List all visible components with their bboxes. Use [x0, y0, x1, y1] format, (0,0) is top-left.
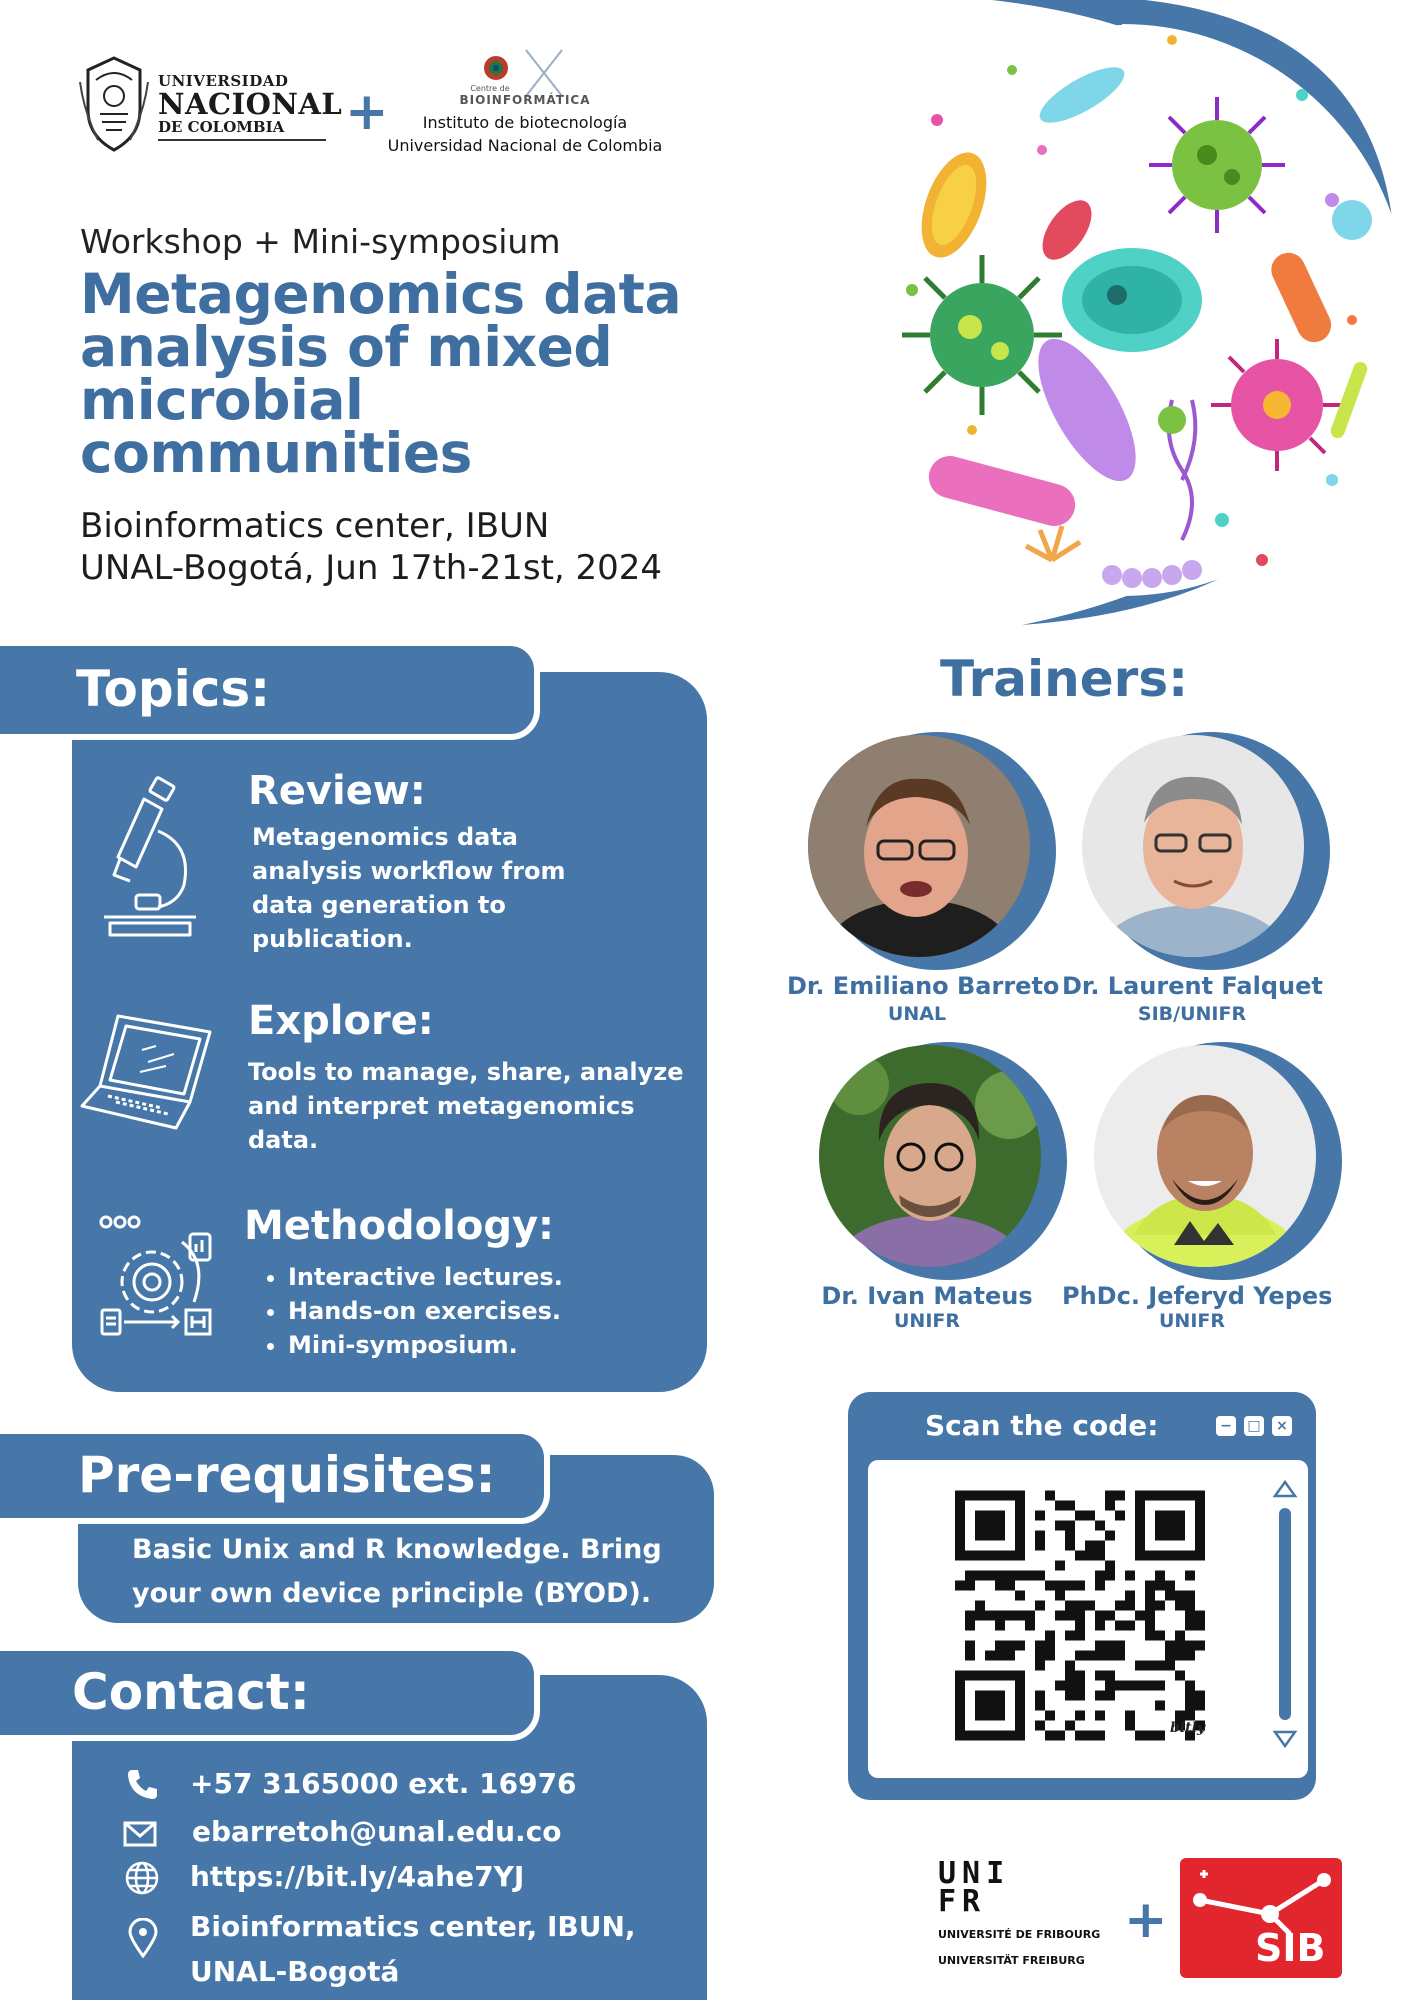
qr-module: [1035, 1511, 1045, 1521]
contact-tab: [0, 1645, 540, 1741]
qr-module: [1095, 1651, 1105, 1661]
qr-module: [1155, 1631, 1165, 1641]
topic-review-line: publication.: [252, 925, 413, 953]
qr-module: [1125, 1711, 1135, 1721]
qr-module: [1095, 1711, 1105, 1721]
qr-module: [1165, 1661, 1175, 1671]
qr-module: [1145, 1731, 1155, 1741]
microscope-icon: [100, 775, 210, 945]
qr-module: [1065, 1721, 1075, 1731]
qr-module: [1015, 1591, 1025, 1601]
qr-module: [1175, 1631, 1185, 1641]
qr-module: [1065, 1691, 1075, 1701]
qr-module: [1175, 1711, 1185, 1721]
unifr-line2: FR: [938, 1884, 987, 1919]
qr-module: [1175, 1591, 1185, 1601]
qr-module: [1155, 1571, 1165, 1581]
topic-methodology-title: Methodology:: [244, 1203, 555, 1249]
qr-module: [985, 1611, 995, 1621]
ibun-centre-label: Centre de: [470, 84, 510, 93]
qr-module: [1175, 1601, 1185, 1611]
qr-module: [1185, 1601, 1195, 1611]
qr-module: [985, 1571, 995, 1581]
qr-module: [1125, 1571, 1135, 1581]
qr-module: [1075, 1681, 1085, 1691]
qr-module: [1135, 1611, 1145, 1621]
gear-workflow-icon: [98, 1212, 220, 1338]
maximize-icon[interactable]: □: [1244, 1416, 1264, 1436]
qr-module: [1175, 1641, 1185, 1651]
topic-review-title: Review:: [248, 768, 426, 814]
qr-module: [1075, 1611, 1085, 1621]
contact-url[interactable]: https://bit.ly/4ahe7YJ: [190, 1860, 525, 1893]
qr-module: [1095, 1611, 1105, 1621]
qr-module: [1055, 1581, 1065, 1591]
qr-module: [1035, 1691, 1045, 1701]
qr-heading: Scan the code:: [925, 1409, 1159, 1442]
qr-module: [1105, 1611, 1115, 1621]
qr-module: [1065, 1521, 1075, 1531]
qr-module: [1035, 1641, 1045, 1651]
qr-module: [1005, 1611, 1015, 1621]
qr-module: [1105, 1681, 1115, 1691]
qr-module: [1035, 1531, 1045, 1541]
prereq-line1: Basic Unix and R knowledge. Bring: [132, 1534, 662, 1565]
qr-module: [1075, 1551, 1085, 1561]
qr-module: [1055, 1501, 1065, 1511]
event-title-line: communities: [80, 421, 472, 485]
qr-module: [1075, 1581, 1085, 1591]
qr-module: [995, 1641, 1005, 1651]
qr-module: [1015, 1571, 1025, 1581]
contact-email[interactable]: ebarretoh@unal.edu.co: [192, 1815, 562, 1848]
event-title: [80, 262, 720, 485]
trainer-affiliation: UNAL: [887, 1003, 947, 1025]
qr-module: [975, 1601, 985, 1611]
trainer-affiliation: UNIFR: [1158, 1310, 1225, 1332]
qr-module: [1045, 1711, 1055, 1721]
qr-module: [1085, 1541, 1095, 1551]
qr-module: [1125, 1591, 1135, 1601]
qr-module: [1045, 1641, 1055, 1651]
list-item: • Mini-symposium.: [288, 1328, 563, 1362]
qr-module: [1015, 1611, 1025, 1621]
event-place-line1: Bioinformatics center, IBUN: [80, 506, 550, 546]
qr-module: [965, 1571, 975, 1581]
qr-module: [1065, 1601, 1075, 1611]
scroll-thumb: [1279, 1508, 1291, 1720]
qr-module: [1195, 1691, 1205, 1701]
qr-module: [995, 1651, 1005, 1661]
qr-module: [1105, 1691, 1115, 1701]
qr-module: [1065, 1631, 1075, 1641]
qr-module: [1185, 1621, 1195, 1631]
trainer-affiliation: UNIFR: [893, 1310, 960, 1332]
qr-module: [1155, 1601, 1165, 1611]
topics-heading: Topics:: [76, 660, 271, 718]
qr-module: [1145, 1581, 1155, 1591]
mail-icon: [122, 1816, 158, 1852]
topic-review-body: [252, 820, 566, 956]
trainer-name: Dr. Emiliano Barreto: [787, 972, 1060, 1000]
qr-module: [1185, 1691, 1195, 1701]
qr-module: [1185, 1711, 1195, 1721]
qr-module: [1135, 1731, 1145, 1741]
topic-review-line: data generation to: [252, 891, 506, 919]
qr-module: [1065, 1501, 1075, 1511]
event-title-line: analysis of mixed: [80, 315, 613, 379]
qr-module: [1115, 1511, 1125, 1521]
qr-module: [1155, 1661, 1165, 1671]
topic-review-line: Metagenomics data: [252, 823, 519, 851]
qr-module: [1195, 1621, 1205, 1631]
qr-module: [1055, 1611, 1065, 1621]
qr-module: [1055, 1681, 1065, 1691]
event-subtitle: Workshop + Mini-symposium: [80, 222, 561, 261]
phone-icon: [124, 1766, 160, 1802]
qr-module: [1105, 1501, 1115, 1511]
topic-explore-line: and interpret metagenomics: [248, 1092, 635, 1120]
qr-code[interactable]: [955, 1488, 1205, 1743]
qr-module: [1035, 1541, 1045, 1551]
event-title-line: Metagenomics data: [80, 262, 682, 326]
contact-heading: Contact:: [72, 1663, 310, 1721]
qr-module: [1185, 1571, 1195, 1581]
qr-module: [955, 1581, 965, 1591]
qr-module: [1095, 1571, 1105, 1581]
qr-module: [1055, 1561, 1065, 1571]
qr-module: [1065, 1671, 1075, 1681]
qr-module: [1025, 1611, 1035, 1621]
qr-module: [1065, 1661, 1075, 1671]
qr-module: [1095, 1691, 1105, 1701]
unal-line1: UNIVERSIDAD: [158, 72, 289, 90]
qr-module: [1075, 1631, 1085, 1641]
qr-module: [1185, 1611, 1195, 1621]
qr-module: [1065, 1681, 1075, 1691]
close-icon[interactable]: ×: [1272, 1416, 1292, 1436]
qr-module: [1105, 1651, 1115, 1661]
qr-module: [1155, 1701, 1165, 1711]
footer-plus: +: [1124, 1890, 1168, 1950]
topics-tab: [0, 640, 540, 740]
qr-module: [1045, 1491, 1055, 1501]
list-item: • Hands-on exercises.: [288, 1294, 563, 1328]
qr-module: [1005, 1641, 1015, 1651]
qr-module: [1075, 1711, 1085, 1721]
qr-module: [1155, 1581, 1165, 1591]
topic-explore-title: Explore:: [248, 998, 434, 1044]
trainer-photo-laurent: [1082, 735, 1304, 957]
contact-location-line2: UNAL-Bogotá: [190, 1955, 400, 1988]
scroll-down-icon: [1275, 1732, 1295, 1746]
prereq-text: [132, 1528, 692, 1616]
qr-module: [1075, 1601, 1085, 1611]
qr-module: [1095, 1671, 1105, 1681]
qr-module: [1025, 1621, 1035, 1631]
unifr-logo: [938, 1856, 1101, 1968]
qr-module: [1075, 1691, 1085, 1701]
location-pin-icon: [128, 1918, 158, 1958]
qr-module: [1185, 1681, 1195, 1691]
qr-module: [1075, 1731, 1085, 1741]
qr-module: [1055, 1591, 1065, 1601]
qr-module: [1035, 1651, 1045, 1661]
qr-module: [1045, 1631, 1055, 1641]
qr-module: [1165, 1651, 1175, 1661]
qr-module: [1035, 1571, 1045, 1581]
qr-module: [1185, 1641, 1195, 1651]
qr-module: [965, 1651, 975, 1661]
qr-module: [1125, 1621, 1135, 1631]
prereq-line2: your own device principle (BYOD).: [132, 1578, 652, 1609]
ibun-line1: Instituto de biotecnología: [422, 113, 628, 132]
qr-module: [1105, 1531, 1115, 1541]
trainer-photo-ivan: [819, 1045, 1041, 1267]
unifr-sub1: UNIVERSITÉ DE FRIBOURG: [938, 1928, 1101, 1941]
qr-module: [1105, 1641, 1115, 1651]
prereq-heading: Pre-requisites:: [78, 1446, 496, 1504]
qr-module: [995, 1611, 1005, 1621]
qr-module: [1105, 1671, 1115, 1681]
qr-module: [975, 1611, 985, 1621]
qr-module: [1095, 1551, 1105, 1561]
sib-logo: [1180, 1858, 1342, 1978]
qr-module: [1035, 1701, 1045, 1711]
unal-line3: DE COLOMBIA: [158, 118, 285, 136]
unal-crest-icon: [78, 52, 150, 156]
contact-location-line1: Bioinformatics center, IBUN,: [190, 1910, 636, 1943]
topic-review-line: analysis workflow from: [252, 857, 566, 885]
qr-module: [1115, 1601, 1125, 1611]
qr-module: [1065, 1531, 1075, 1541]
event-title-line: microbial: [80, 368, 364, 432]
scroll-up-icon: [1275, 1482, 1295, 1496]
microbes-illustration: [872, 0, 1414, 630]
trainer-name: PhDc. Jeferyd Yepes: [1062, 1282, 1333, 1310]
qr-module: [1085, 1601, 1095, 1611]
qr-module: [975, 1571, 985, 1581]
ibun-logo: [375, 48, 675, 163]
qr-module: [1065, 1541, 1075, 1551]
qr-module: [1065, 1581, 1075, 1591]
topic-explore-line: Tools to manage, share, analyze: [248, 1058, 684, 1086]
topic-methodology-list: [248, 1260, 563, 1362]
qr-module: [1095, 1581, 1105, 1591]
unal-line2: NACIONAL: [158, 87, 343, 121]
qr-module: [1045, 1731, 1055, 1741]
unifr-line1: UNI: [938, 1856, 1011, 1891]
contact-phone: +57 3165000 ext. 16976: [190, 1767, 577, 1800]
event-place-line2: UNAL-Bogotá, Jun 17th-21st, 2024: [80, 548, 663, 588]
qr-module: [1005, 1651, 1015, 1661]
qr-module: [1035, 1661, 1045, 1671]
qr-module: [1155, 1731, 1165, 1741]
qr-module: [1095, 1521, 1105, 1531]
qr-module: [1145, 1621, 1155, 1631]
ibun-line2: Universidad Nacional de Colombia: [387, 136, 663, 155]
qr-module: [1185, 1651, 1195, 1661]
trainer-photo-jeferyd: [1094, 1045, 1316, 1267]
qr-module: [1105, 1491, 1115, 1501]
globe-icon: [124, 1860, 160, 1896]
qr-module: [1115, 1641, 1125, 1651]
qr-module: [1095, 1641, 1105, 1651]
ibun-bio-label: BIOINFORMÁTICA: [459, 93, 591, 107]
qr-module: [1035, 1601, 1045, 1611]
qr-module: [1155, 1681, 1165, 1691]
qr-module: [1125, 1681, 1135, 1691]
trainer-affiliation: SIB/UNIFR: [1137, 1003, 1247, 1025]
qr-module: [965, 1621, 975, 1631]
qr-module: [995, 1571, 1005, 1581]
topic-explore-body: [248, 1055, 684, 1157]
qr-module: [1055, 1521, 1065, 1531]
qr-module: [1115, 1681, 1125, 1691]
qr-module: [1085, 1651, 1095, 1661]
qr-module: [1145, 1591, 1155, 1601]
qr-module: [965, 1641, 975, 1651]
qr-module: [1185, 1701, 1195, 1711]
trainers-heading: Trainers:: [940, 650, 1189, 708]
qr-module: [1145, 1681, 1155, 1691]
qr-module: [1085, 1731, 1095, 1741]
contact-location: [190, 1904, 636, 1994]
qr-module: [1045, 1581, 1055, 1591]
qr-module: [1145, 1611, 1155, 1621]
qr-module: [1045, 1651, 1055, 1661]
qr-module: [965, 1611, 975, 1621]
qr-module: [1095, 1541, 1105, 1551]
qr-module: [1195, 1701, 1205, 1711]
qr-module: [1115, 1621, 1125, 1631]
qr-module: [1165, 1591, 1175, 1601]
event-place: [80, 505, 662, 589]
header-plus: +: [345, 82, 389, 142]
qr-module: [1085, 1511, 1095, 1521]
qr-module: [1105, 1561, 1115, 1571]
qr-module: [985, 1651, 995, 1661]
qr-module: [1175, 1651, 1185, 1661]
qr-module: [1105, 1571, 1115, 1581]
trainer-photo-emiliano: [808, 735, 1030, 957]
list-item: • Interactive lectures.: [288, 1260, 563, 1294]
trainer-name: Dr. Laurent Falquet: [1062, 972, 1323, 1000]
qr-module: [1165, 1581, 1175, 1591]
unifr-sub2: UNIVERSITÄT FREIBURG: [938, 1954, 1085, 1967]
qr-module: [1145, 1631, 1155, 1641]
qr-module: [1035, 1721, 1045, 1731]
qr-module: [1165, 1641, 1175, 1651]
topic-explore-line: data.: [248, 1126, 319, 1154]
qr-module: [1095, 1731, 1105, 1741]
qr-module: [1125, 1721, 1135, 1731]
sib-label: SIB: [1255, 1926, 1326, 1970]
laptop-icon: [78, 1010, 218, 1135]
qr-module: [1185, 1591, 1195, 1601]
qr-module: [1135, 1661, 1145, 1671]
qr-module: [1055, 1731, 1065, 1741]
qr-module: [1145, 1661, 1155, 1671]
qr-module: [995, 1581, 1005, 1591]
bitly-watermark: bitly: [1170, 1720, 1206, 1736]
qr-module: [1075, 1671, 1085, 1681]
unal-logo: [78, 52, 343, 152]
qr-module: [1065, 1611, 1075, 1621]
prereq-tab: [0, 1428, 550, 1524]
qr-module: [1075, 1511, 1085, 1521]
qr-module: [1135, 1681, 1145, 1691]
qr-module: [1025, 1571, 1035, 1581]
qr-module: [1115, 1491, 1125, 1501]
qr-module: [995, 1621, 1005, 1631]
qr-module: [1075, 1621, 1085, 1631]
qr-module: [1175, 1671, 1185, 1681]
qr-module: [965, 1581, 975, 1591]
minimize-icon[interactable]: −: [1216, 1416, 1236, 1436]
unal-underline: [158, 139, 326, 141]
trainer-name: Dr. Ivan Mateus: [821, 1282, 1033, 1310]
qr-module: [1195, 1611, 1205, 1621]
qr-module: [1125, 1601, 1135, 1611]
qr-module: [1005, 1571, 1015, 1581]
qr-module: [1075, 1651, 1085, 1661]
qr-module: [1005, 1581, 1015, 1591]
qr-module: [1115, 1651, 1125, 1661]
qr-scrollbar[interactable]: [1270, 1478, 1300, 1750]
qr-module: [1095, 1621, 1105, 1631]
qr-module: [1015, 1641, 1025, 1651]
qr-module: [1085, 1551, 1095, 1561]
qr-module: [1145, 1601, 1155, 1611]
qr-module: [1195, 1641, 1205, 1651]
